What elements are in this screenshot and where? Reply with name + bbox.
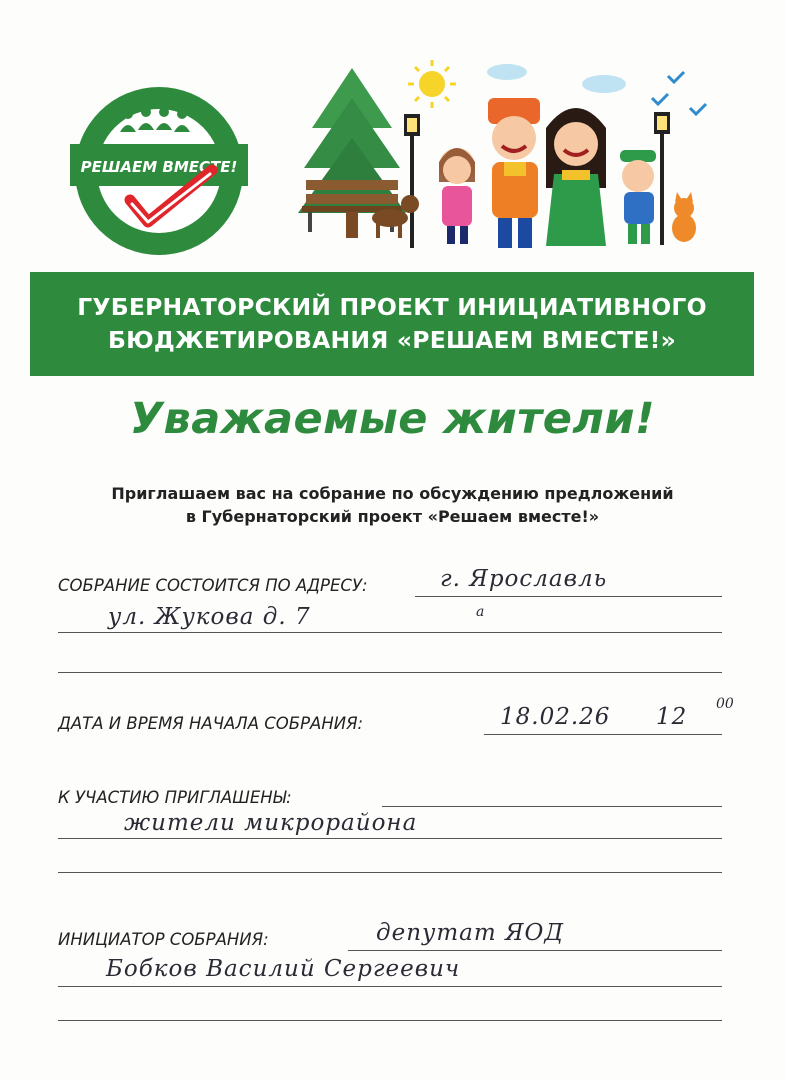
time-value: 12: [656, 704, 688, 730]
address-value-sup: а: [476, 604, 485, 620]
cat-icon: [672, 192, 696, 242]
initiator-line-1: [348, 950, 722, 951]
invited-value: жители микрорайона: [124, 810, 418, 836]
initiator-line-2: [58, 986, 722, 987]
invited-line-1: [382, 806, 722, 807]
address-line-1: [415, 596, 722, 597]
banner-line-2: БЮДЖЕТИРОВАНИЯ «РЕШАЕМ ВМЕСТЕ!»: [108, 326, 676, 354]
sun-icon: [408, 60, 456, 108]
address-line-2: [58, 632, 722, 633]
invitation-line-2: в Губернаторский проект «Решаем вместе!»: [185, 507, 600, 526]
initiator-label: ИНИЦИАТОР СОБРАНИЯ:: [58, 930, 269, 949]
logo-text: РЕШАЕМ ВМЕСТЕ!: [80, 158, 238, 176]
man-figure: [488, 98, 540, 248]
initiator-line-3: [58, 1020, 722, 1021]
woman-figure: [546, 108, 606, 246]
girl-figure: [439, 148, 475, 244]
banner-line-1: ГУБЕРНАТОРСКИЙ ПРОЕКТ ИНИЦИАТИВНОГО: [77, 293, 707, 321]
invited-line-2: [58, 838, 722, 839]
address-value-city: г. Ярославль: [440, 566, 608, 592]
address-line-3: [58, 672, 722, 673]
address-label: СОБРАНИЕ СОСТОИТСЯ ПО АДРЕСУ:: [58, 576, 368, 595]
greeting-heading: Уважаемые жители!: [129, 394, 656, 444]
project-banner: [30, 272, 754, 376]
family-park-illustration: [292, 58, 732, 254]
initiator-value-name: Бобков Василий Сергеевич: [106, 956, 461, 982]
time-sup: 00: [716, 696, 734, 712]
invited-line-3: [58, 872, 722, 873]
date-value: 18.02.26: [500, 704, 611, 730]
invitation-text: [0, 482, 785, 528]
birds-icon: [652, 72, 706, 114]
invitation-line-1: Приглашаем вас на собрание по обсуждению предложений: [111, 484, 674, 503]
initiator-value-title: депутат ЯОД: [376, 920, 565, 946]
invited-label: К УЧАСТИЮ ПРИГЛАШЕНЫ:: [58, 788, 292, 807]
address-value-street: ул. Жукова д. 7: [108, 604, 311, 630]
datetime-line: [484, 734, 722, 735]
street-lamp-icon: [404, 114, 420, 248]
street-lamp-icon: [654, 112, 670, 245]
resaem-vmeste-logo: [70, 82, 248, 260]
boy-figure: [620, 150, 656, 244]
datetime-label: ДАТА И ВРЕМЯ НАЧАЛА СОБРАНИЯ:: [58, 714, 364, 733]
